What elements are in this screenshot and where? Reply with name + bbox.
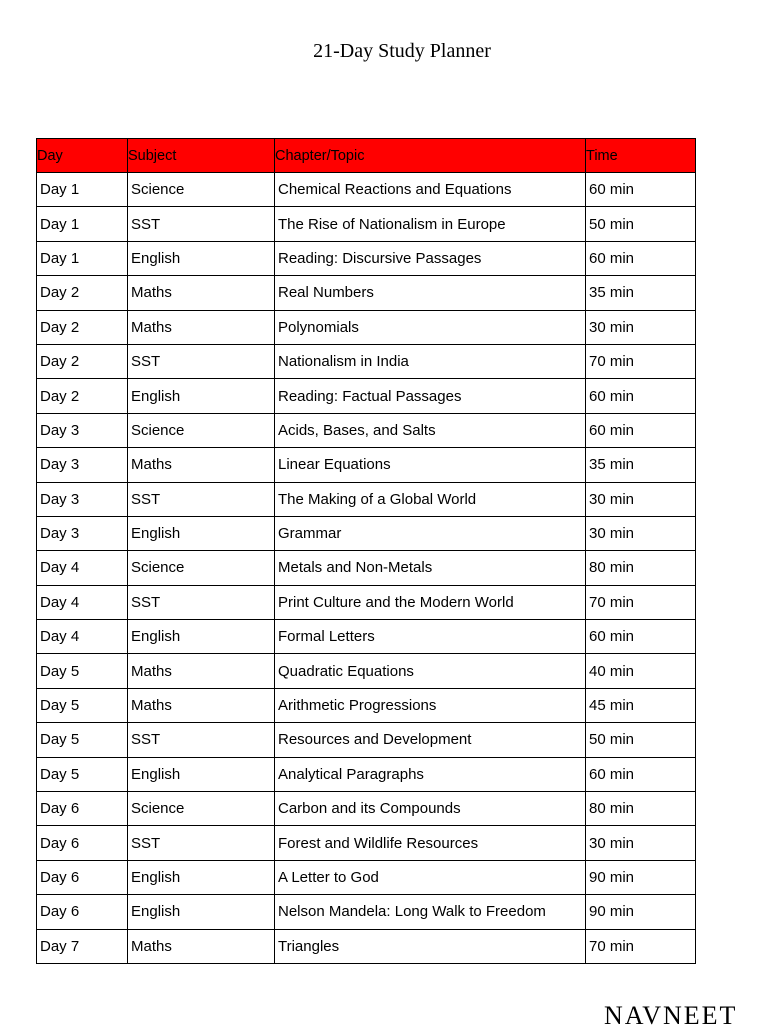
table-row [37, 585, 696, 619]
cell-time: 30 min [586, 310, 696, 344]
cell-time: 35 min [586, 276, 696, 310]
cell-subject: English [128, 620, 275, 654]
table-row [37, 413, 696, 447]
table-row [37, 620, 696, 654]
cell-topic: Metals and Non-Metals [275, 551, 586, 585]
cell-topic: Forest and Wildlife Resources [275, 826, 586, 860]
cell-subject: Maths [128, 688, 275, 722]
cell-day: Day 6 [37, 792, 128, 826]
study-planner-table [36, 138, 696, 964]
table-row [37, 929, 696, 963]
cell-topic: Print Culture and the Modern World [275, 585, 586, 619]
cell-topic: Formal Letters [275, 620, 586, 654]
cell-day: Day 1 [37, 207, 128, 241]
table-row [37, 654, 696, 688]
column-header-day: Day [37, 139, 128, 173]
cell-subject: SST [128, 723, 275, 757]
cell-time: 60 min [586, 620, 696, 654]
table-row [37, 688, 696, 722]
cell-subject: SST [128, 207, 275, 241]
cell-day: Day 2 [37, 310, 128, 344]
cell-time: 70 min [586, 344, 696, 378]
cell-day: Day 6 [37, 826, 128, 860]
cell-day: Day 1 [37, 241, 128, 275]
cell-topic: Nelson Mandela: Long Walk to Freedom [275, 895, 586, 929]
cell-time: 80 min [586, 551, 696, 585]
cell-subject: Science [128, 173, 275, 207]
cell-day: Day 4 [37, 585, 128, 619]
cell-topic: Acids, Bases, and Salts [275, 413, 586, 447]
table-row [37, 379, 696, 413]
cell-topic: Chemical Reactions and Equations [275, 173, 586, 207]
cell-time: 30 min [586, 482, 696, 516]
cell-day: Day 5 [37, 654, 128, 688]
cell-subject: Maths [128, 276, 275, 310]
cell-topic: Carbon and its Compounds [275, 792, 586, 826]
cell-day: Day 4 [37, 620, 128, 654]
brand-logo: NAVNEET [604, 1001, 738, 1030]
cell-day: Day 3 [37, 448, 128, 482]
cell-subject: English [128, 895, 275, 929]
cell-subject: Science [128, 792, 275, 826]
cell-subject: Science [128, 413, 275, 447]
cell-day: Day 2 [37, 379, 128, 413]
cell-time: 40 min [586, 654, 696, 688]
cell-subject: English [128, 757, 275, 791]
cell-subject: English [128, 379, 275, 413]
cell-topic: Real Numbers [275, 276, 586, 310]
cell-subject: English [128, 241, 275, 275]
cell-subject: English [128, 516, 275, 550]
cell-subject: Maths [128, 929, 275, 963]
cell-topic: Triangles [275, 929, 586, 963]
cell-day: Day 2 [37, 344, 128, 378]
table-row [37, 276, 696, 310]
table-row [37, 895, 696, 929]
cell-topic: Polynomials [275, 310, 586, 344]
cell-time: 70 min [586, 585, 696, 619]
cell-topic: Analytical Paragraphs [275, 757, 586, 791]
cell-time: 90 min [586, 895, 696, 929]
cell-day: Day 3 [37, 413, 128, 447]
cell-subject: SST [128, 482, 275, 516]
cell-subject: Maths [128, 654, 275, 688]
cell-day: Day 7 [37, 929, 128, 963]
column-header-topic: Chapter/Topic [275, 139, 586, 173]
cell-topic: Quadratic Equations [275, 654, 586, 688]
cell-time: 35 min [586, 448, 696, 482]
cell-topic: Reading: Factual Passages [275, 379, 586, 413]
page-title: 21-Day Study Planner [313, 40, 491, 62]
table-row [37, 344, 696, 378]
cell-time: 90 min [586, 860, 696, 894]
cell-time: 70 min [586, 929, 696, 963]
cell-time: 45 min [586, 688, 696, 722]
table-row [37, 207, 696, 241]
cell-topic: The Rise of Nationalism in Europe [275, 207, 586, 241]
table-row [37, 173, 696, 207]
cell-subject: SST [128, 826, 275, 860]
cell-time: 50 min [586, 207, 696, 241]
column-header-subject: Subject [128, 139, 275, 173]
cell-time: 60 min [586, 757, 696, 791]
cell-subject: Maths [128, 448, 275, 482]
table-row [37, 792, 696, 826]
table-row [37, 551, 696, 585]
table-row [37, 310, 696, 344]
cell-time: 30 min [586, 826, 696, 860]
cell-time: 60 min [586, 241, 696, 275]
cell-subject: Science [128, 551, 275, 585]
cell-time: 60 min [586, 173, 696, 207]
table-row [37, 482, 696, 516]
table-row [37, 826, 696, 860]
cell-day: Day 3 [37, 482, 128, 516]
cell-topic: Nationalism in India [275, 344, 586, 378]
table-row [37, 448, 696, 482]
cell-topic: Arithmetic Progressions [275, 688, 586, 722]
cell-subject: English [128, 860, 275, 894]
table-row [37, 516, 696, 550]
cell-day: Day 5 [37, 723, 128, 757]
cell-subject: SST [128, 585, 275, 619]
cell-time: 80 min [586, 792, 696, 826]
cell-time: 60 min [586, 413, 696, 447]
cell-day: Day 5 [37, 757, 128, 791]
cell-topic: Reading: Discursive Passages [275, 241, 586, 275]
cell-day: Day 1 [37, 173, 128, 207]
cell-topic: A Letter to God [275, 860, 586, 894]
cell-subject: Maths [128, 310, 275, 344]
cell-topic: Resources and Development [275, 723, 586, 757]
cell-time: 30 min [586, 516, 696, 550]
table-row [37, 241, 696, 275]
cell-time: 50 min [586, 723, 696, 757]
table-row [37, 757, 696, 791]
table-header-row [37, 139, 696, 173]
cell-subject: SST [128, 344, 275, 378]
table-row [37, 860, 696, 894]
cell-time: 60 min [586, 379, 696, 413]
table-row [37, 723, 696, 757]
cell-topic: Grammar [275, 516, 586, 550]
cell-day: Day 6 [37, 895, 128, 929]
cell-day: Day 4 [37, 551, 128, 585]
cell-day: Day 6 [37, 860, 128, 894]
cell-day: Day 3 [37, 516, 128, 550]
cell-day: Day 2 [37, 276, 128, 310]
cell-day: Day 5 [37, 688, 128, 722]
cell-topic: The Making of a Global World [275, 482, 586, 516]
cell-topic: Linear Equations [275, 448, 586, 482]
column-header-time: Time [586, 139, 696, 173]
